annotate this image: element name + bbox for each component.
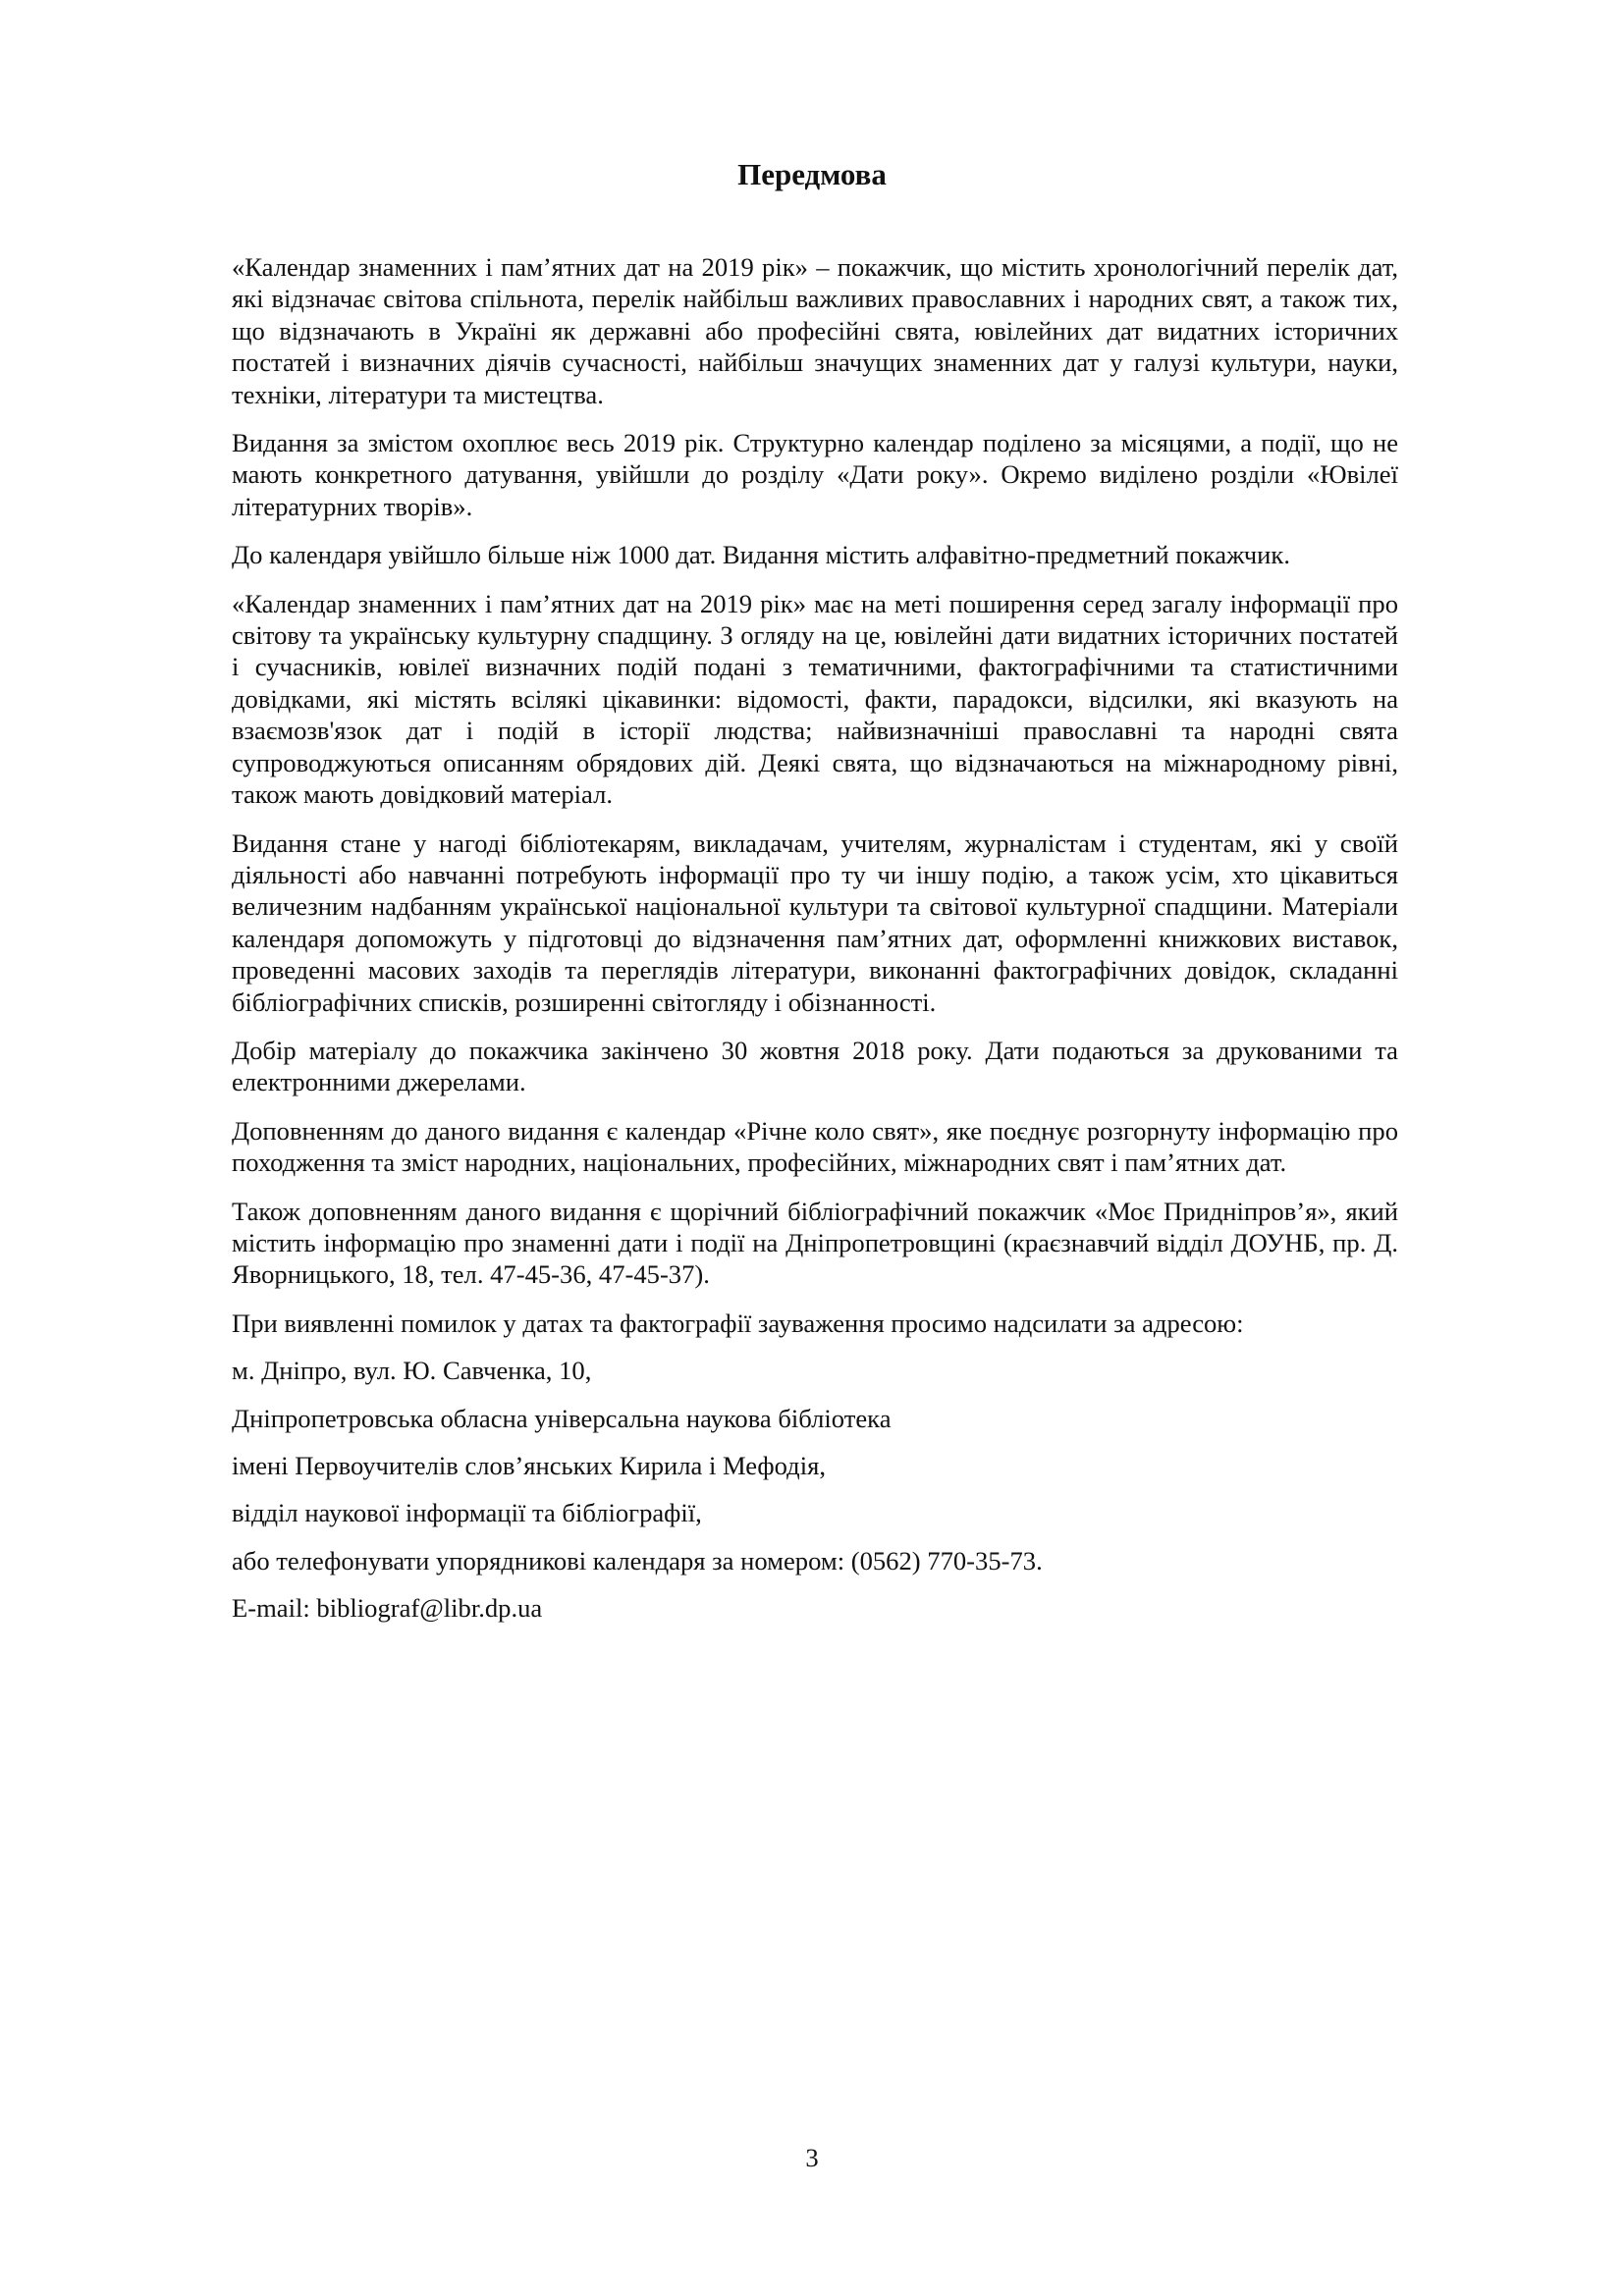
body-text [232,251,1398,1640]
contact-phone: або телефонувати упорядникові календаря за номером: (0562) 770-35-73. [232,1545,1043,1575]
contact-library-dedication: імені Первоучителів слов’янських Кирила і Мефодія, [232,1451,826,1480]
paragraph-purpose: «Календар знаменних і пам’ятних дат на 2019 рік» має на меті поширення серед загалу інформації про світову та українську культурну спадщину. З огляду на це, ювілейні дати видатних історичних постатей і сучасників, ювілеї визначних подій подані з тематичними, фактографічними та статистичними довідками, які містять всілякі цікавинки: відомості, факти, парадокси, відсилки, які вказують на взаємозв'язок дат і подій в історії людства; найвизначніші православні та народні свята супроводжуються описанням обрядових дій. Деякі свята, що відзначаються на міжнародному рівні, також мають довідковий матеріал. [232,588,1398,810]
contact-library-name: Дніпропетровська обласна універсальна наукова бібліотека [232,1403,892,1433]
contact-email: E-mail: bibliograf@libr.dp.ua [232,1593,543,1624]
contact-request: При виявленні помилок у датах та фактографії зауваження просимо надсилати за адресою: [232,1308,1244,1338]
page-number: 3 [805,2143,819,2172]
paragraph-count: До календаря увійшло більше ніж 1000 дат. Видання містить алфавітно-предметний покажчик. [232,540,1290,570]
paragraph-audience: Видання стане у нагоді бібліотекарям, викладачам, учителям, журналістам і студентам, які у своїй діяльності або навчанні потребують інформації про ту чи іншу подію, а також усім, хто цікавиться величезним надбанням української національної культури та світової культурної спадщини. Матеріали календаря допоможуть у підготовці до відзначення пам’ятних дат, оформленні книжкових виставок, проведенні масових заходів та переглядів літератури, виконанні фактографічних довідок, складанні бібліографічних списків, розширенні світогляду і обізнанності. [232,828,1398,1017]
paragraph-scope: Видання за змістом охоплює весь 2019 рік. Структурно календар поділено за місяцями, а події, що не мають конкретного датування, увійшли до розділу «Дати року». Окремо виділено розділи «Ювілеї літературних творів». [232,428,1398,521]
contact-address: м. Дніпро, вул. Ю. Савченка, 10, [232,1356,592,1386]
paragraph-intro: «Календар знаменних і пам’ятних дат на 2019 рік» – покажчик, що містить хронологічний перелік дат, які відзначає світова спільнота, перелік найбільш важливих православних і народних свят, а також тих, що відзначають в Україні як державні або професійні свята, ювілейних дат видатних історичних постатей і визначних діячів сучасності, найбільш значущих знаменних дат у галузі культури, науки, техніки, літератури та мистецтва. [232,252,1398,409]
paragraph-supplement-index: Також доповненням даного видання є щорічний бібліографічний покажчик «Моє Придніпров’я», який містить інформацію про знаменні дати і події на Дніпропетровщині (краєзнавчий відділ ДОУНБ, пр. Д. Яворницького, 18, тел. 47-45-36, 47-45-37). [232,1196,1398,1290]
page-title: Передмова [737,157,887,191]
contact-department: відділ наукової інформації та бібліографії, [232,1498,702,1528]
paragraph-supplement-calendar: Доповненням до даного видання є календар «Річне коло свят», яке поєднує розгорнуту інформацію про походження та зміст народних, національних, професійних, міжнародних свят і пам’ятних дат. [232,1115,1398,1178]
paragraph-selection: Добір матеріалу до покажчика закінчено 30 жовтня 2018 року. Дати подаються за друкованими та електронними джерелами. [232,1035,1398,1097]
